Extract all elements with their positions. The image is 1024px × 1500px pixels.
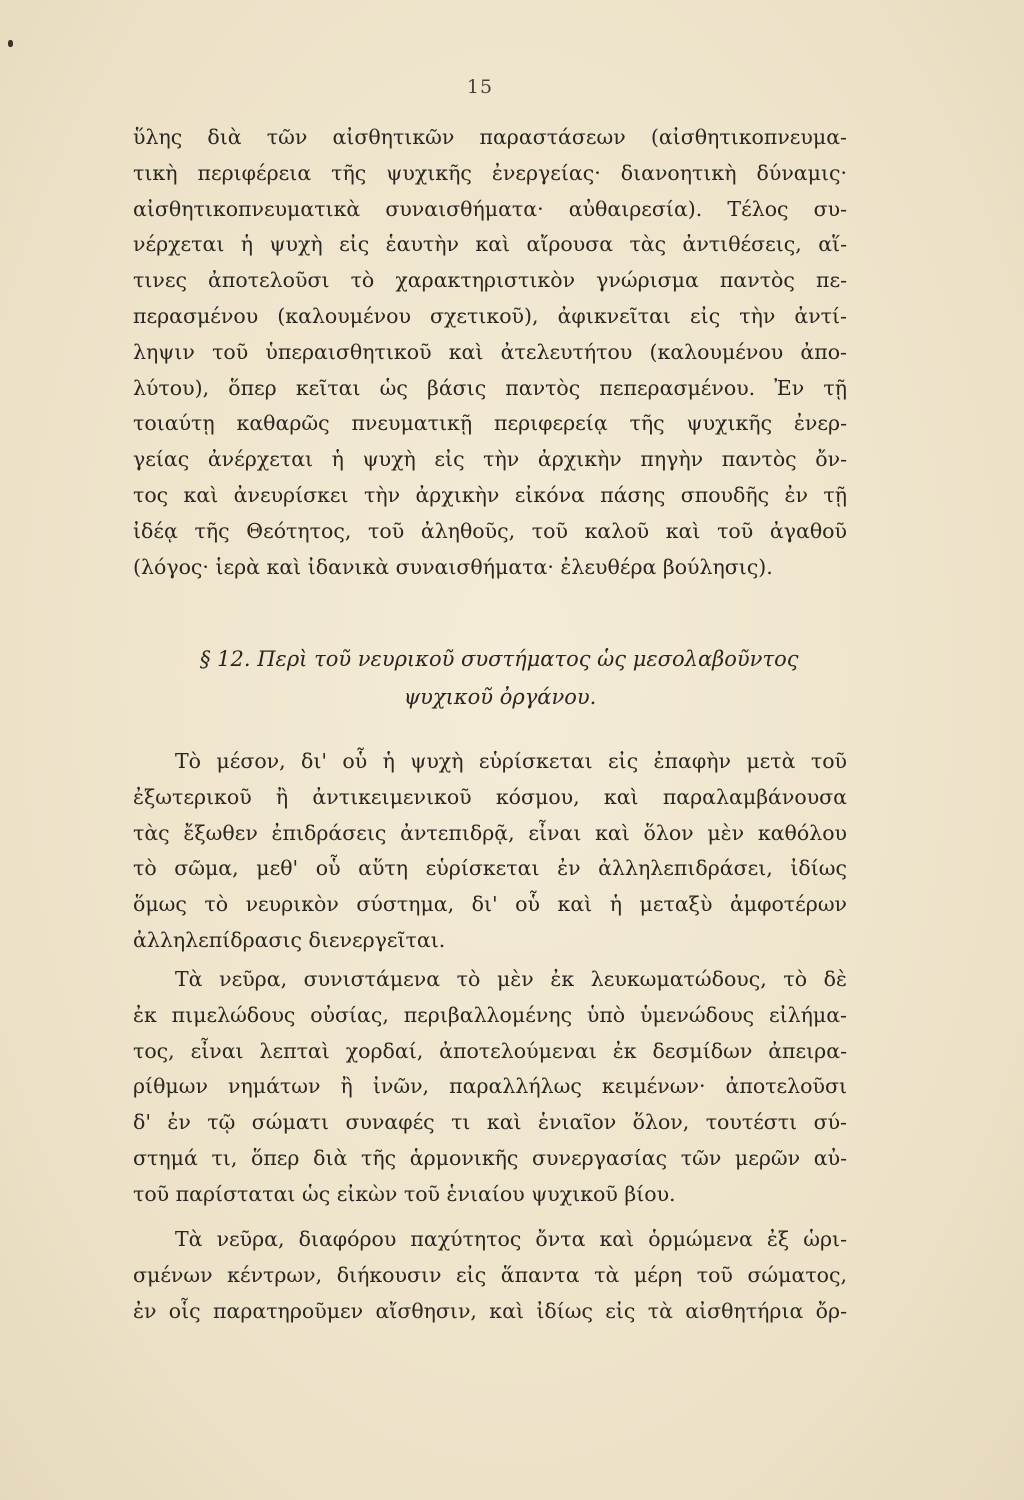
text-line: τὸ σῶμα, μεθ' οὗ αὕτη εὑρίσκεται ἐν ἀλληλεπιδράσει, ἰδίως xyxy=(133,856,847,881)
text-line: ὕλης διὰ τῶν αἰσθητικῶν παραστάσεων (αἰσθητικοπνευμα- xyxy=(133,125,847,149)
text-line: στημά τι, ὅπερ διὰ τῆς ἁρμονικῆς συνεργασίας τῶν μερῶν αὐ- xyxy=(133,1145,847,1170)
section-heading xyxy=(200,640,840,716)
text-line: ἐξωτερικοῦ ἢ ἀντικειμενικοῦ κόσμου, καὶ παραλαμβάνουσα xyxy=(133,784,847,809)
paragraph-1 xyxy=(133,120,847,585)
text-line: περασμένου (καλουμένου σχετικοῦ), ἀφικνεῖται εἰς τὴν ἀντί- xyxy=(133,303,847,328)
text-line: γείας ἀνέρχεται ἡ ψυχὴ εἰς τὴν ἀρχικὴν πηγὴν παντὸς ὄν- xyxy=(133,447,847,472)
text-line: δ' ἐν τῷ σώματι συναφές τι καὶ ἑνιαῖον ὅλον, τουτέστι σύ- xyxy=(133,1110,847,1135)
section-heading-line-1: § 12. Περὶ τοῦ νευρικοῦ συστήματος ὡς μεσολαβοῦντος xyxy=(200,647,799,671)
paragraph-4 xyxy=(133,1222,847,1329)
text-line: τοῦ παρίσταται ὡς εἰκὼν τοῦ ἑνιαίου ψυχικοῦ βίου. xyxy=(133,1181,676,1206)
text-line: τικὴ περιφέρεια τῆς ψυχικῆς ἐνεργείας· διανοητικὴ δύναμις· xyxy=(133,160,847,185)
page-number: 15 xyxy=(466,76,494,98)
text-line: Τὰ νεῦρα, διαφόρου παχύτητος ὄντα καὶ ὁρμώμενα ἐξ ὡρι- xyxy=(175,1227,847,1251)
text-line: (λόγος· ἱερὰ καὶ ἰδανικὰ συναισθήματα· ἐλευθέρα βούλησις). xyxy=(133,554,773,579)
text-line: νέρχεται ἡ ψυχὴ εἰς ἑαυτὴν καὶ αἴρουσα τὰς ἀντιθέσεις, αἵ- xyxy=(133,232,847,257)
ink-speck xyxy=(8,40,13,47)
text-line: τος καὶ ἀνευρίσκει τὴν ἀρχικὴν εἰκόνα πάσης σπουδῆς ἐν τῇ xyxy=(133,482,847,507)
paragraph-3 xyxy=(133,962,847,1213)
text-line: ρίθμων νημάτων ἢ ἰνῶν, παραλλήλως κειμένων· ἀποτελοῦσι xyxy=(133,1074,847,1099)
text-line: ἐν οἷς παρατηροῦμεν αἴσθησιν, καὶ ἰδίως εἰς τὰ αἰσθητήρια ὄρ- xyxy=(133,1298,847,1323)
text-line: τὰς ἔξωθεν ἐπιδράσεις ἀντεπιδρᾷ, εἶναι καὶ ὅλον μὲν καθόλου xyxy=(133,820,847,845)
text-line: τοιαύτῃ καθαρῶς πνευματικῇ περιφερείᾳ τῆς ψυχικῆς ἐνερ- xyxy=(133,411,847,436)
text-line: τος, εἶναι λεπταὶ χορδαί, ἀποτελούμεναι ἐκ δεσμίδων ἀπειρα- xyxy=(133,1038,847,1063)
text-line: σμένων κέντρων, διήκουσιν εἰς ἅπαντα τὰ μέρη τοῦ σώματος, xyxy=(133,1262,847,1287)
section-heading-line-2: ψυχικοῦ ὀργάνου. xyxy=(403,685,597,709)
text-line: ὅμως τὸ νευρικὸν σύστημα, δι' οὗ καὶ ἡ μεταξὺ ἀμφοτέρων xyxy=(133,892,847,917)
text-line: ἀλληλεπίδρασις διενεργεῖται. xyxy=(133,927,446,952)
text-line: λύτου), ὅπερ κεῖται ὡς βάσις παντὸς πεπερασμένου. Ἐν τῇ xyxy=(133,375,847,400)
text-line: Τὰ νεῦρα, συνιστάμενα τὸ μὲν ἐκ λευκωματώδους, τὸ δὲ xyxy=(175,967,847,991)
paragraph-2 xyxy=(133,744,847,959)
text-line: αἰσθητικοπνευματικὰ συναισθήματα· αὐθαιρεσία). Τέλος συ- xyxy=(133,196,847,221)
text-line: ἰδέᾳ τῆς Θεότητος, τοῦ ἀληθοῦς, τοῦ καλοῦ καὶ τοῦ ἀγαθοῦ xyxy=(133,518,847,543)
text-line: τινες ἀποτελοῦσι τὸ χαρακτηριστικὸν γνώρισμα παντὸς πε- xyxy=(133,268,847,293)
text-line: Τὸ μέσον, δι' οὗ ἡ ψυχὴ εὑρίσκεται εἰς ἐπαφὴν μετὰ τοῦ xyxy=(175,749,847,773)
text-line: ληψιν τοῦ ὑπεραισθητικοῦ καὶ ἀτελευτήτου (καλουμένου ἀπο- xyxy=(133,339,847,364)
text-line: ἐκ πιμελώδους οὐσίας, περιβαλλομένης ὑπὸ ὑμενώδους εἰλήμα- xyxy=(133,1002,847,1027)
